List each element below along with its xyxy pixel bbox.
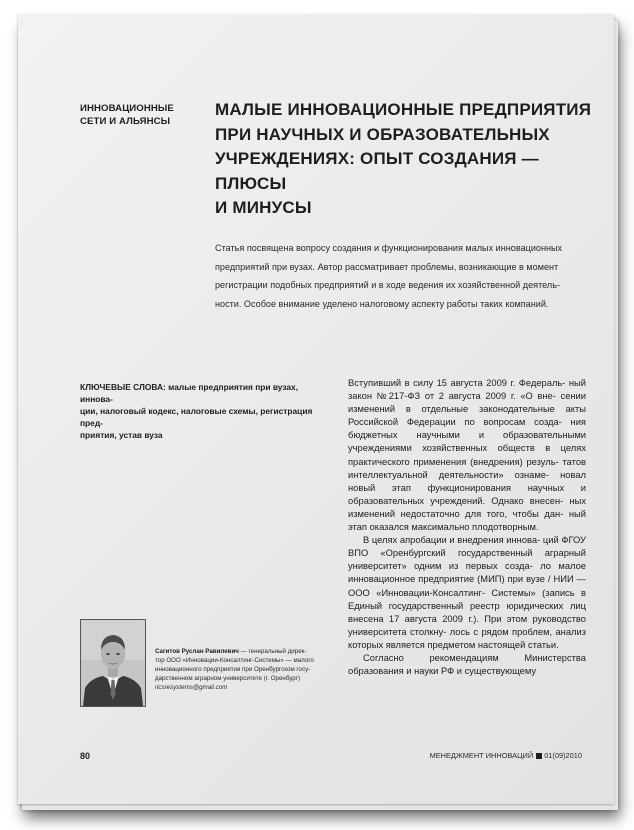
body-line: ния бюджетных научными и образовательными [348,417,586,441]
title-line: УЧРЕЖДЕНИЯХ: ОПЫТ СОЗДАНИЯ — ПЛЮСЫ [215,149,539,193]
keywords-line: КЛЮЧЕВЫЕ СЛОВА: малые предприятия при вузах, иннова- [80,382,299,404]
magazine-page [18,14,614,804]
body-line: Согласно рекомендациям Министерства [363,652,586,663]
abstract-line: регистрации подобных предприятий и в ходе ведения их хозяйственной деятель- [215,280,560,291]
author-photo [80,619,146,707]
body-line: В целях апробации и внедрения иннова- [363,535,541,546]
keywords-block [80,381,326,441]
journal-issue: 01(09)2010 [544,751,582,760]
title-line: МАЛЫЕ ИННОВАЦИОННЫЕ ПРЕДПРИЯТИЯ [215,100,592,119]
keywords-line: приятия, устав вуза [80,430,163,440]
author-portrait-image [81,620,145,706]
body-line: сении изменений в отдельные законодательные [348,391,586,415]
author-line: дарственном аграрном университете (г. Оренбург) [155,675,301,683]
body-line: лось с рядом проблем, анализ которых является [348,626,586,650]
author-line: тор ООО «Инновации-Консалтинг-Системы» — малого [155,657,314,665]
article-title [215,98,595,221]
section-rubric [80,102,200,128]
rubric-line: СЕТИ И АЛЬЯНСЫ [80,116,171,127]
article-body [348,377,586,678]
body-line: образования и науки РФ и существующему [348,666,537,677]
body-line: ный закон №217-ФЗ от 2 августа 2009 г. «О вне- [348,378,586,402]
rubric-line: ИННОВАЦИОННЫЕ [80,103,174,114]
footer-journal [430,751,582,760]
body-line: Вступивший в силу 15 августа 2009 г. Федераль- [348,378,566,388]
abstract-line: Статья посвящена вопросу создания и функционирования малых инновационных [215,243,563,253]
abstract-line: предприятий при вузах. Автор рассматривает проблемы, возникающие в момент [215,261,559,272]
body-line: ный этап оказался максимально плодотворным. [348,508,586,533]
body-line: предметом настоящей статьи. [427,639,559,650]
author-name: Сагитов Руслан Равилевич [155,648,239,655]
article-abstract [215,239,593,313]
title-line: И МИНУСЫ [215,198,312,217]
body-line: аграрный университет» одним из первых созда- [348,548,586,572]
body-line: Системы» (запись в Единый государственный [348,587,586,611]
body-line: При этом руководство университета столкну- [348,613,586,637]
author-desc: — генеральный дирек- [238,648,307,655]
body-line: акты Российской Федерации по вопросам созда- [348,404,586,428]
journal-name: МЕНЕДЖМЕНТ ИННОВАЦИЙ [429,751,534,760]
body-line: учреждениями хозяйственных обществ в целях [348,443,586,454]
keywords-line: ции, налоговый кодекс, налоговые схемы, регистрация пред- [80,406,313,428]
body-line: ло малое инновационное предприятие (МИП) [348,561,586,585]
body-line: ных изменений недостаточно для того, чтобы дан- [348,495,586,519]
author-line: инновационного предприятия при Оренбургском госу- [155,666,311,674]
body-line: при вузе / НИИ — ООО «Инновации-Консалтинг- [348,574,586,598]
body-line: практического применения (внедрения) резуль- [348,456,559,467]
square-bullet-icon [536,753,542,759]
body-line: ций ФГОУ ВПО «Оренбургский государственный [348,535,586,559]
body-paragraph [348,534,586,652]
body-paragraph [348,652,586,678]
author-email: ricsresystems@gmail.com [155,684,228,692]
body-line: образовательных учреждений. Однако внесен- [348,495,564,506]
abstract-line: ности. Особое внимание уделено налоговому аспекту работы таких компаний. [215,298,549,309]
author-line [155,647,333,656]
body-line: новал новый этап функционирования научных и [348,469,586,493]
body-line: реестр юридических лиц внесена 17 августа 2009 г.). [348,600,586,624]
title-line: ПРИ НАУЧНЫХ И ОБРАЗОВАТЕЛЬНЫХ [215,124,550,144]
body-line: татов интеллектуальной деятельности» ознаме- [348,456,586,480]
page-number: 80 [80,751,91,761]
body-paragraph [348,377,586,534]
author-info [155,647,333,692]
